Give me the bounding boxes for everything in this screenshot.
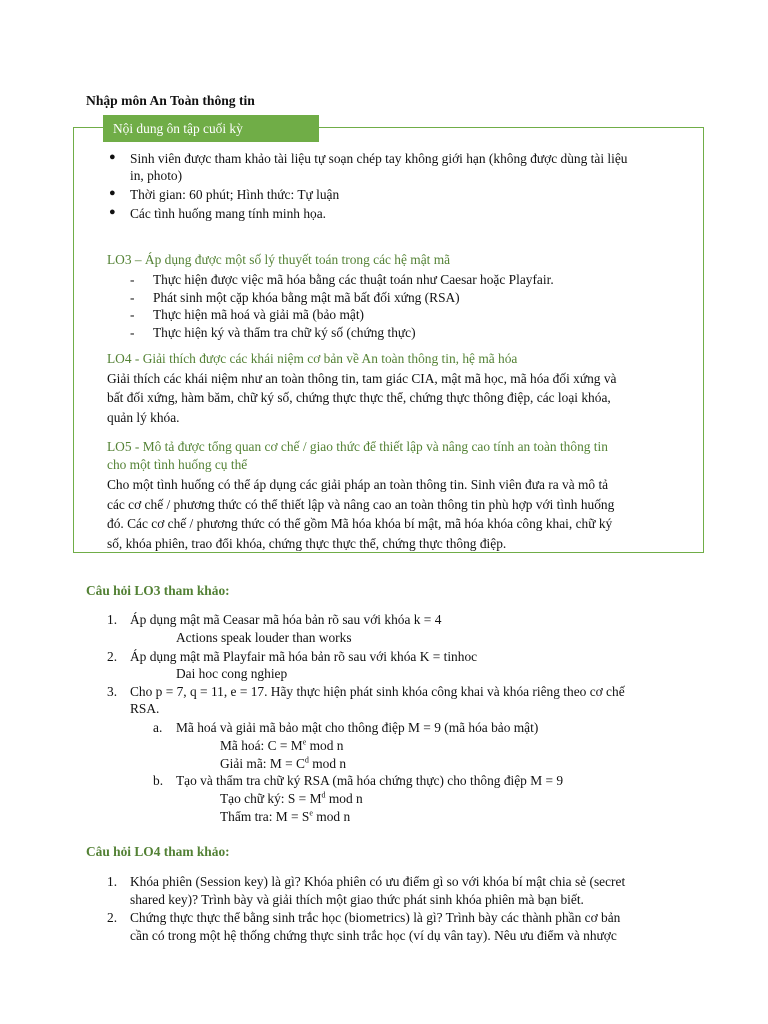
document-title: Nhập môn An Toàn thông tin (86, 93, 255, 108)
lo3-question-2-plaintext: Dai hoc cong nghiep (176, 666, 288, 681)
lo5-line-2: các cơ chế / phương thức có thể thiết lập và nâng cao an toàn thông tin phù hợp với tình huống (107, 497, 615, 512)
intro-bullet-2: Thời gian: 60 phút; Hình thức: Tự luận (130, 187, 340, 202)
verify-formula: Thẩm tra: $M = S^e$ mod n (220, 808, 351, 824)
lo3-heading: LO3 – Áp dụng được một số lý thuyết toán trong các hệ mật mã (107, 252, 451, 267)
decrypt-formula: Giải mã: $M = C^d$ mod n (220, 755, 347, 771)
lo4-line-2: bất đối xứng, hàm băm, chữ ký số, chứng thực thực thể, chứng thực thông điệp, các loại khóa, (107, 390, 611, 405)
intro-bullet-1-cont: in, photo) (130, 168, 183, 183)
lo5-line-4: số, khóa phiên, trao đổi khóa, chứng thực thực thể, chứng thực thông điệp. (107, 536, 507, 551)
lo4-question-2-line-1: Chứng thực thực thể bằng sinh trắc học (biometrics) là gì? Trình bày các thành phần cơ bản (130, 910, 621, 925)
dash-marker: - (130, 272, 135, 287)
lo3-question-1-plaintext: Actions speak louder than works (176, 630, 352, 645)
lo3-question-3a: Mã hoá và giải mã bảo mật cho thông điệp M = 9 (mã hóa bảo mật) (176, 720, 539, 735)
lo3-item-3: Thực hiện mã hoá và giải mã (bảo mật) (153, 307, 365, 322)
lo3-question-3-line-1: Cho p = 7, q = 11, e = 17. Hãy thực hiện phát sinh khóa công khai và khóa riêng theo cơ chế (130, 684, 625, 699)
intro-bullet-1: Sinh viên được tham khảo tài liệu tự soạn chép tay không giới hạn (không được dùng tài liệu (130, 151, 628, 166)
lo3-item-4: Thực hiện ký và thẩm tra chữ ký số (chứng thực) (153, 325, 416, 340)
bullet-icon: ● (109, 187, 116, 199)
question-number: 1. (107, 874, 118, 889)
lo4-question-1-line-1: Khóa phiên (Session key) là gì? Khóa phiên có ưu điểm gì so với khóa bí mật chia sẻ (secret (130, 874, 626, 889)
lo5-heading-line-1: LO5 - Mô tả được tổng quan cơ chế / giao thức để thiết lập và nâng cao tính an toàn thông tin (107, 439, 608, 454)
lo4-line-1: Giải thích các khái niệm như an toàn thông tin, tam giác CIA, mật mã học, mã hóa đối xứng và (107, 371, 617, 386)
lo4-question-2-line-2: cần có trong một hệ thống chứng thực sinh trắc học (ví dụ vân tay). Nêu ưu điểm và nhược (130, 928, 617, 943)
encrypt-formula: Mã hoá: $C = M^e$ mod n (220, 737, 344, 753)
sub-question-label: b. (153, 773, 164, 788)
question-number: 3. (107, 684, 118, 699)
lo5-heading-line-2: cho một tình huống cụ thể (107, 457, 248, 472)
sign-formula: Tạo chữ ký: $S = M^d$ mod n (220, 790, 363, 806)
lo4-line-3: quản lý khóa. (107, 410, 180, 425)
lo4-heading: LO4 - Giải thích được các khái niệm cơ bản về An toàn thông tin, hệ mã hóa (107, 351, 518, 366)
dash-marker: - (130, 290, 135, 305)
lo3-question-3-line-2: RSA. (130, 701, 160, 716)
lo3-question-3b: Tạo và thẩm tra chữ ký RSA (mã hóa chứng thực) cho thông điệp M = 9 (176, 773, 564, 788)
question-number: 2. (107, 910, 118, 925)
lo4-questions-heading: Câu hỏi LO4 tham khảo: (86, 844, 230, 859)
lo5-line-3: đó. Các cơ chế / phương thức có thể gồm Mã hóa khóa bí mật, mã hóa khóa công khai, chữ ký (107, 516, 613, 531)
bullet-icon: ● (109, 206, 116, 218)
lo4-question-1-line-2: shared key)? Trình bày và giải thích một giao thức phát sinh khóa phiên mà bạn biết. (130, 892, 584, 907)
lo3-item-2: Phát sinh một cặp khóa bằng mật mã bất đối xứng (RSA) (153, 290, 460, 305)
lo5-line-1: Cho một tình huống có thể áp dụng các giải pháp an toàn thông tin. Sinh viên đưa ra và mô tả (107, 477, 609, 492)
review-box-tab: Nội dung ôn tập cuối kỳ (103, 115, 319, 142)
lo3-item-1: Thực hiện được việc mã hóa bằng các thuật toán như Caesar hoặc Playfair. (153, 272, 554, 287)
intro-bullet-3: Các tình huống mang tính minh họa. (130, 206, 327, 221)
sub-question-label: a. (153, 720, 163, 735)
question-number: 1. (107, 612, 118, 627)
dash-marker: - (130, 307, 135, 322)
bullet-icon: ● (109, 151, 116, 163)
lo3-question-1: Áp dụng mật mã Ceasar mã hóa bản rõ sau với khóa k = 4 (130, 612, 442, 627)
question-number: 2. (107, 649, 118, 664)
dash-marker: - (130, 325, 135, 340)
lo3-question-2: Áp dụng mật mã Playfair mã hóa bản rõ sau với khóa K = tinhoc (130, 649, 478, 664)
lo3-questions-heading: Câu hỏi LO3 tham khảo: (86, 583, 230, 598)
